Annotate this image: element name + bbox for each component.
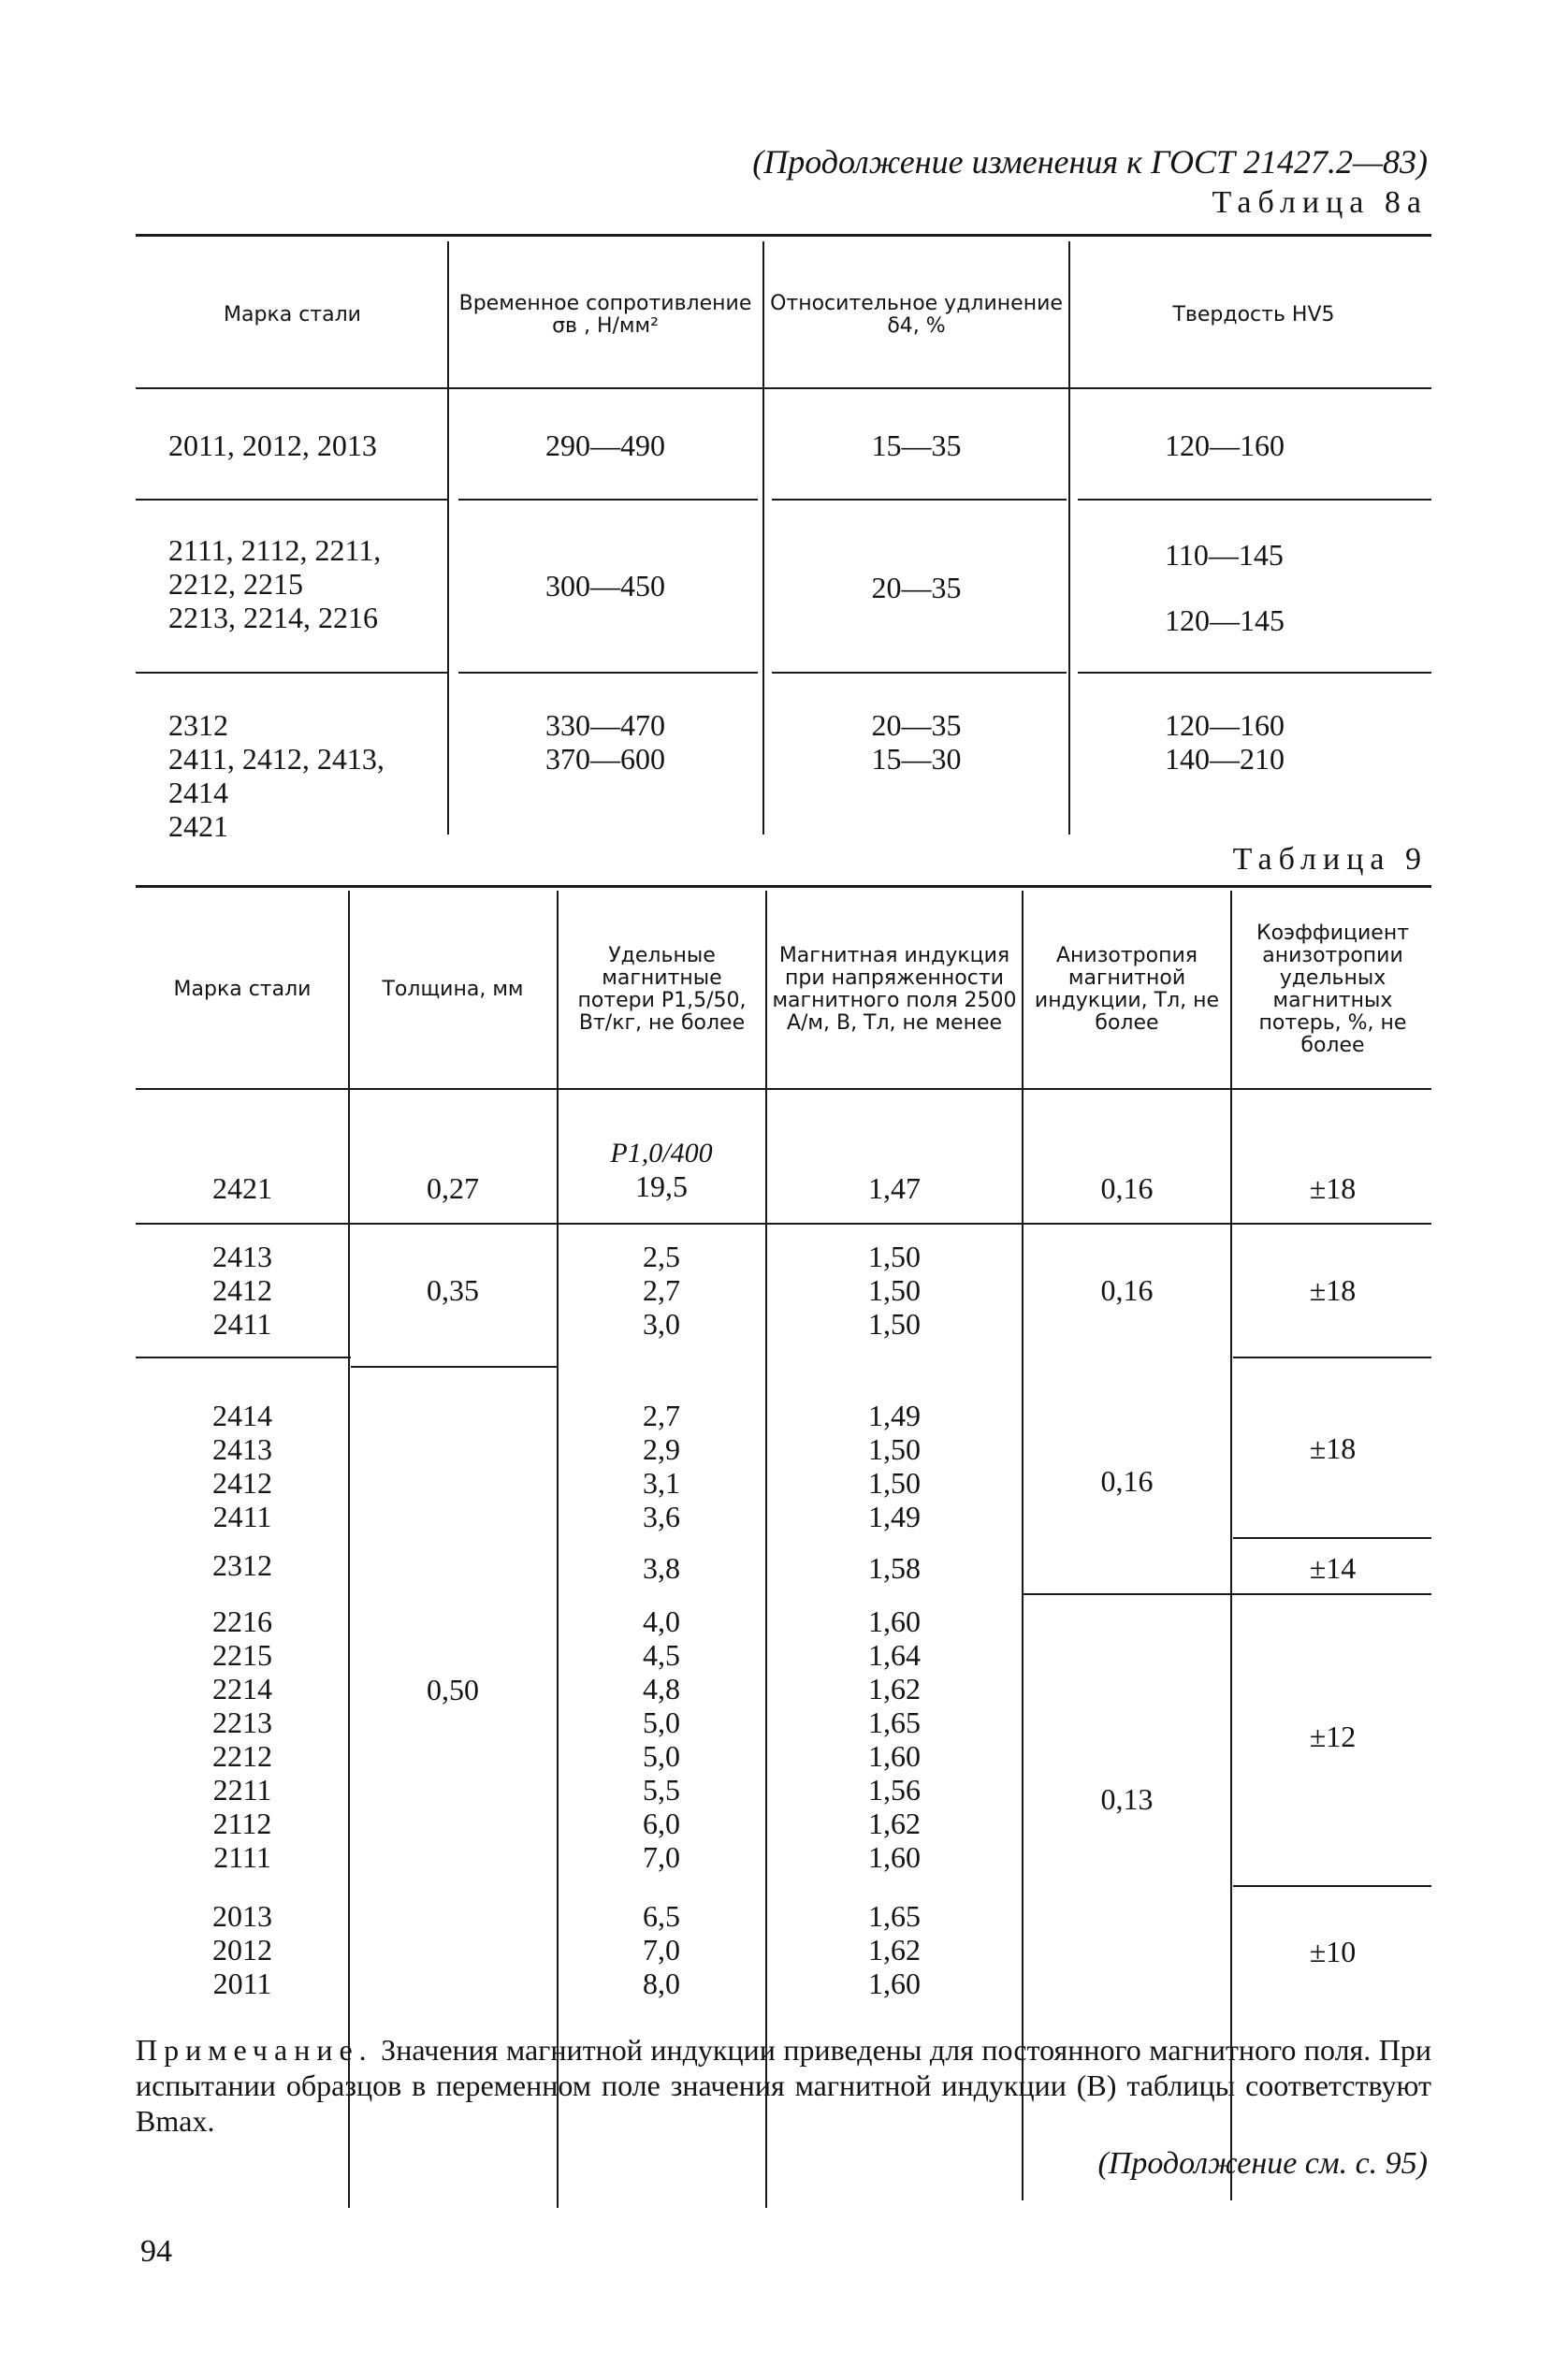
t9-g3-anisotropy-b: 0,13 [1100, 1782, 1154, 1816]
t9-g3c-inductions: 1,65 1,62 1,60 [868, 1899, 921, 2000]
t8a-row1-hardness: 120—160 [1165, 428, 1285, 462]
t8a-row1-elongation: 15—35 [871, 428, 962, 462]
t9-header-loss: Удельные магнитные потери P1,5/50, Вт/кг, не более [577, 943, 747, 1035]
t9-g3b-grades: 2216 2215 2214 2213 2212 2211 2112 2111 [212, 1604, 272, 1874]
t9-g1-anisotropy: 0,16 [1100, 1171, 1154, 1205]
t8a-row3-strength: 330—470 370—600 [545, 708, 665, 776]
t8a-row3-hardness: 120—160 140—210 [1165, 708, 1285, 776]
t9-header-coefficient: Коэффициент анизотропии удельных магнитных потерь, %, не более [1256, 921, 1410, 1057]
t8a-row3-elongation: 20—35 15—30 [871, 708, 962, 776]
t9-g3c-grades: 2013 2012 2011 [212, 1899, 272, 2000]
t9-g3a-coefficient: ±18 [1309, 1431, 1357, 1465]
t9-g2-losses: 2,5 2,7 3,0 [643, 1240, 680, 1341]
t8a-header-grade: Марка стали [224, 303, 361, 327]
t8a-row3-grade: 2312 2411, 2412, 2413, 2414 2421 [168, 708, 385, 843]
t9-2312-coefficient: ±14 [1309, 1551, 1357, 1585]
t8a-row1-grade: 2011, 2012, 2013 [168, 428, 377, 462]
t8a-row2-strength: 300—450 [545, 569, 665, 602]
t8a-header-hardness: Твердость HV5 [1172, 303, 1335, 327]
t9-header-grade: Марка стали [173, 977, 312, 1001]
t8a-row2-grade: 2111, 2112, 2211, 2212, 2215 2213, 2214, 2216 [168, 533, 382, 634]
continuation-header: (Продолжение изменения к ГОСТ 21427.2—83) [752, 143, 1428, 181]
page-number: 94 [140, 2234, 172, 2269]
t9-header-induction: Магнитная индукция при напряженности магнитного поля 2500 А/м, В, Тл, не менее [772, 943, 1017, 1035]
t9-g1-loss: 19,5 [635, 1169, 688, 1203]
t8a-row2-hardness-b: 120—145 [1165, 603, 1285, 637]
t9-g2-inductions: 1,50 1,50 1,50 [868, 1240, 921, 1341]
t9-2312-induction: 1,58 [868, 1551, 921, 1585]
note-title: Примечание. [136, 2033, 373, 2067]
t9-g2-thickness: 0,35 [427, 1273, 479, 1307]
t9-g1-coefficient: ±18 [1309, 1171, 1357, 1205]
t8a-row2-hardness-a: 110—145 [1165, 538, 1284, 572]
table-9-label: Таблица 9 [1232, 842, 1428, 877]
t9-g3c-coefficient: ±10 [1309, 1935, 1357, 1968]
note-text: Значения магнитной индукции приведены для постоянного магнитного поля. При испытании образцов в переменном поле значения магнитной индукции (В) таблицы соответствуют Bmax. [136, 2033, 1431, 2138]
t8a-header-elongation: Относительное удлинение δ4, % [770, 292, 1063, 338]
t9-g1-grade: 2421 [212, 1171, 272, 1205]
t9-g3b-losses: 4,0 4,5 4,8 5,0 5,0 5,5 6,0 7,0 [643, 1604, 680, 1874]
t9-g3a-inductions: 1,49 1,50 1,50 1,49 [868, 1399, 921, 1533]
t9-header-thickness: Толщина, мм [382, 977, 524, 1001]
t9-2312-loss: 3,8 [643, 1551, 680, 1585]
t8a-row1-strength: 290—490 [545, 428, 665, 462]
continuation-footer: (Продолжение см. с. 95) [1097, 2146, 1428, 2181]
t8a-header-strength: Временное сопротивление σв , Н/мм² [458, 292, 752, 338]
t9-g3-thickness: 0,50 [427, 1673, 479, 1706]
t9-header-anisotropy: Анизотропия магнитной индукции, Тл, не более [1034, 943, 1220, 1035]
t9-g3a-grades: 2414 2413 2412 2411 [212, 1399, 272, 1533]
t9-g1-induction: 1,47 [868, 1171, 921, 1205]
table-note [136, 2032, 1431, 2139]
t9-2312-grade: 2312 [212, 1548, 272, 1582]
t9-g3a-losses: 2,7 2,9 3,1 3,6 [643, 1399, 680, 1533]
table-8a-label: Таблица 8а [1212, 185, 1428, 220]
t9-g1-thickness: 0,27 [427, 1171, 479, 1205]
t9-g2-grades: 2413 2412 2411 [212, 1240, 272, 1341]
t9-g3b-coefficient: ±12 [1309, 1720, 1357, 1753]
t9-g3-anisotropy-a: 0,16 [1100, 1464, 1154, 1498]
t9-g3b-inductions: 1,60 1,64 1,62 1,65 1,60 1,56 1,62 1,60 [868, 1604, 921, 1874]
t9-g3c-losses: 6,5 7,0 8,0 [643, 1899, 680, 2000]
t9-g2-coefficient: ±18 [1309, 1273, 1357, 1307]
t8a-row2-elongation: 20—35 [871, 571, 962, 604]
t9-g2-anisotropy: 0,16 [1100, 1273, 1154, 1307]
t9-loss-sub-label: P1,0/400 [610, 1138, 713, 1168]
